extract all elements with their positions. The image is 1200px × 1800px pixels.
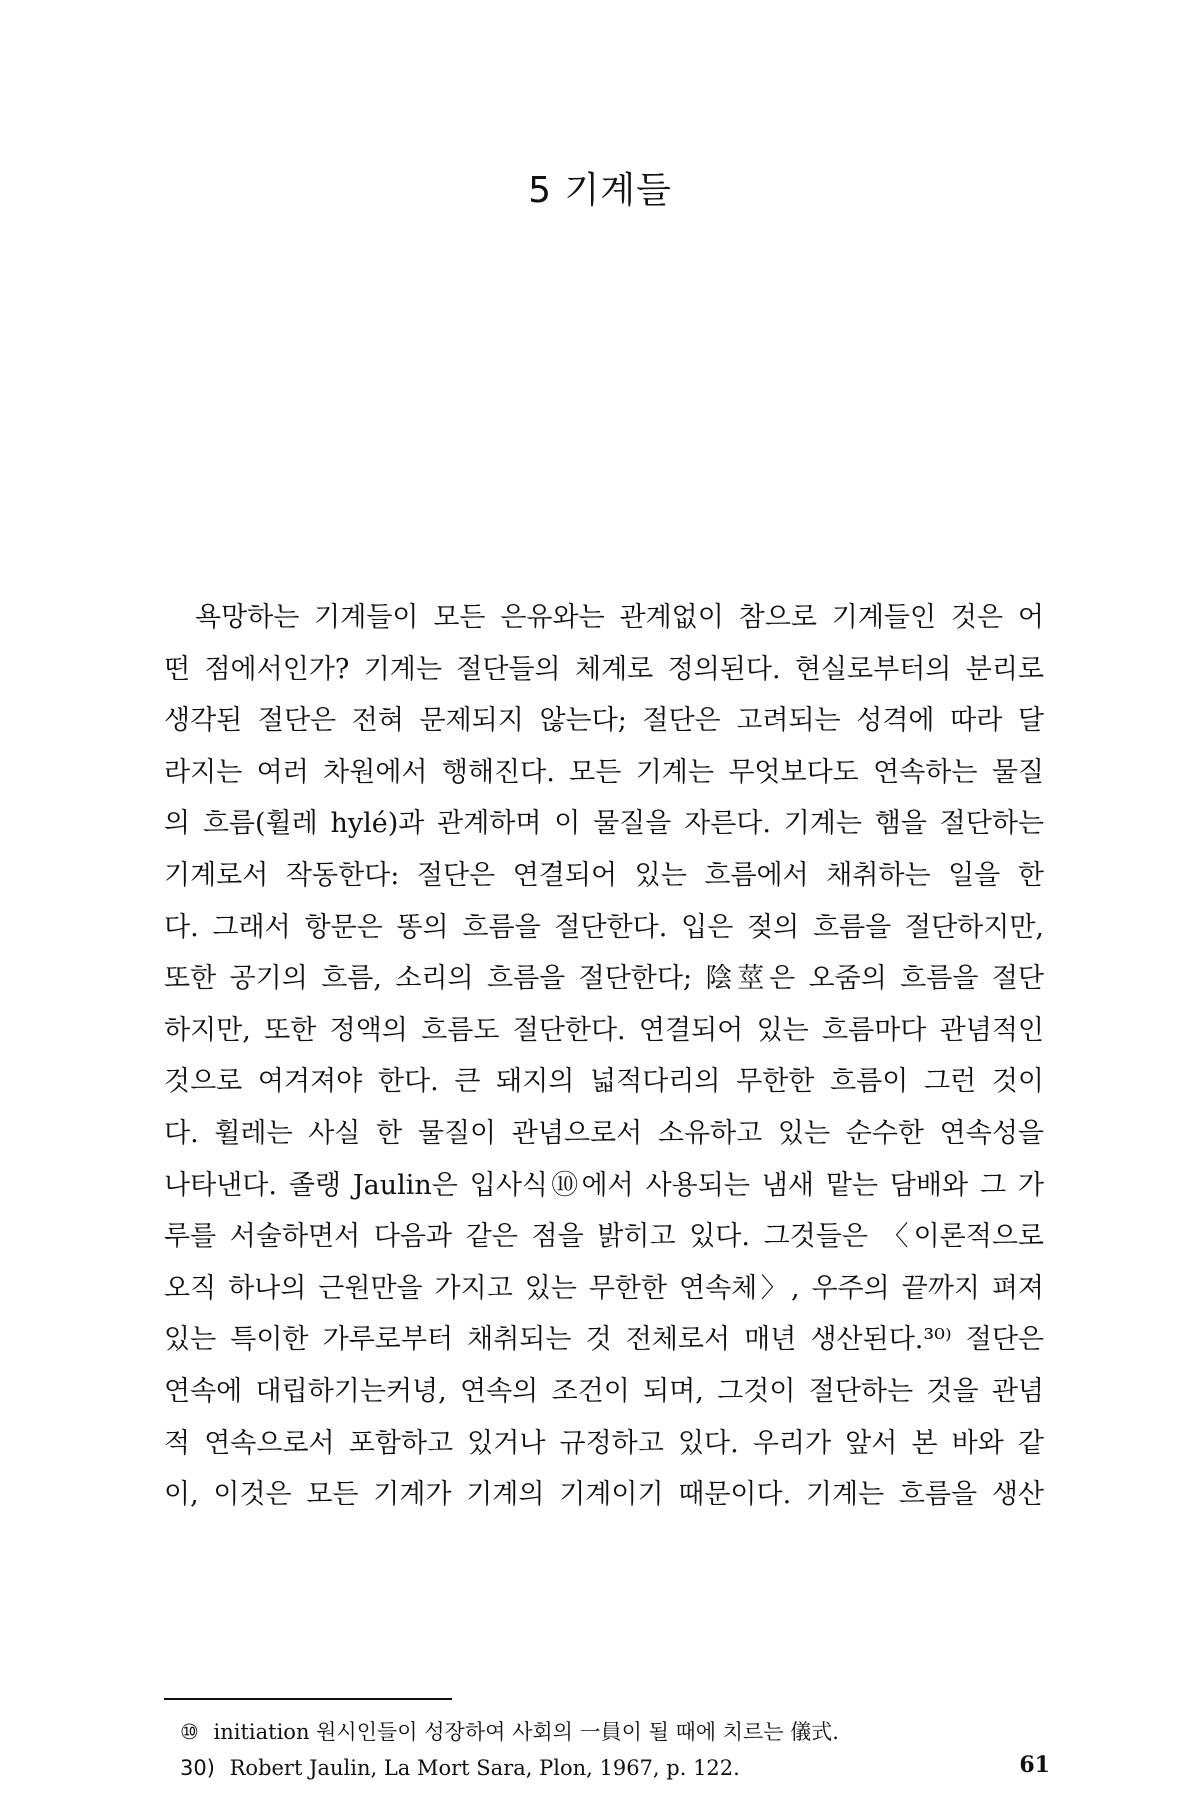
chapter-title: 5 기계들	[528, 170, 672, 211]
body-line: 것으로 여겨져야 한다. 큰 돼지의 넓적다리의 무한한 흐름이 그런 것이	[164, 1066, 1044, 1098]
footnote-marker: 30)	[180, 1756, 215, 1780]
body-line: 나타낸다. 졸랭 Jaulin은 입사식⑩에서 사용되는 냄새 맡는 담배와 그 가	[164, 1169, 1044, 1201]
footnote-text: initiation 원시인들이 성장하여 사회의 一員이 될 때에 치르는 儀式.	[213, 1720, 839, 1744]
body-line: 이, 이것은 모든 기계가 기계의 기계이기 때문이다. 기계는 흐름을 생산	[164, 1479, 1044, 1511]
body-text	[164, 592, 1044, 1521]
body-line: 다. 휠레는 사실 한 물질이 관념으로서 소유하고 있는 순수한 연속성을	[164, 1117, 1044, 1149]
body-line: 하지만, 또한 정액의 흐름도 절단한다. 연결되어 있는 흐름마다 관념적인	[164, 1014, 1044, 1046]
footnote-divider	[164, 1698, 452, 1700]
body-line: 라지는 여러 차원에서 행해진다. 모든 기계는 무엇보다도 연속하는 물질	[164, 756, 1044, 788]
body-line: 의 흐름(휠레 hylé)과 관계하며 이 물질을 자른다. 기계는 햄을 절단하는	[164, 808, 1044, 840]
body-line: 다. 그래서 항문은 똥의 흐름을 절단한다. 입은 젖의 흐름을 절단하지만,	[164, 911, 1044, 943]
body-line: 떤 점에서인가? 기계는 절단들의 체계로 정의된다. 현실로부터의 분리로	[164, 653, 1044, 685]
footnote-item	[180, 1750, 1040, 1786]
body-line: 루를 서술하면서 다음과 같은 점을 밝히고 있다. 그것들은 〈이론적으로	[164, 1221, 1044, 1253]
body-line: 있는 특이한 가루로부터 채취되는 것 전체로서 매년 생산된다.³⁰⁾ 절단은	[164, 1324, 1044, 1356]
footnote-marker: ⑩	[180, 1720, 199, 1744]
footnote-item	[180, 1714, 1040, 1750]
body-line: 연속에 대립하기는커녕, 연속의 조건이 되며, 그것이 절단하는 것을 관념	[164, 1375, 1044, 1407]
footnotes	[180, 1714, 1040, 1786]
body-line: 또한 공기의 흐름, 소리의 흐름을 절단한다; 陰莖은 오줌의 흐름을 절단	[164, 963, 1044, 995]
page-number: 61	[1019, 1752, 1050, 1778]
body-line: 적 연속으로서 포함하고 있거나 규정하고 있다. 우리가 앞서 본 바와 같	[164, 1427, 1044, 1459]
body-line: 욕망하는 기계들이 모든 은유와는 관계없이 참으로 기계들인 것은 어	[195, 602, 1044, 633]
body-line: 기계로서 작동한다: 절단은 연결되어 있는 흐름에서 채취하는 일을 한	[164, 859, 1044, 891]
footnote-text: Robert Jaulin, La Mort Sara, Plon, 1967, p. 122.	[229, 1756, 740, 1780]
body-line: 생각된 절단은 전혀 문제되지 않는다; 절단은 고려되는 성격에 따라 달	[164, 705, 1044, 737]
body-line: 오직 하나의 근원만을 가지고 있는 무한한 연속체〉, 우주의 끝까지 펴져	[164, 1272, 1044, 1304]
